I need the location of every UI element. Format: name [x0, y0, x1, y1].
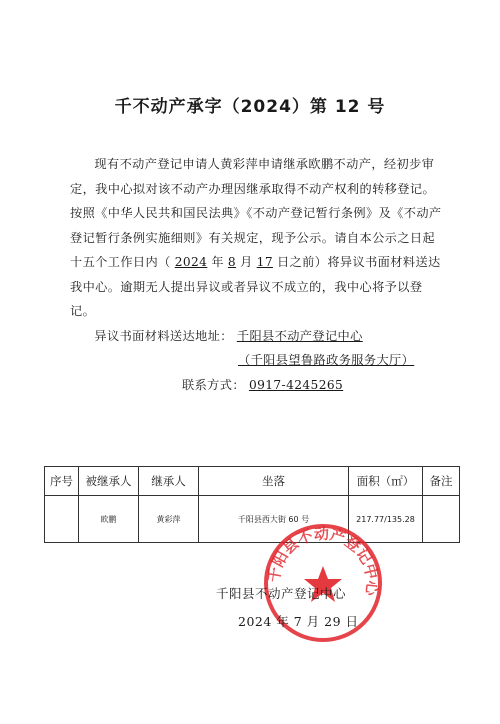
address-line-2 [70, 348, 442, 373]
contact-value: 0917-4245265 [248, 377, 344, 392]
address-value-2: （千阳县望鲁路政务服务大厅） [238, 353, 415, 367]
deadline-day: 17 [256, 255, 273, 269]
notice-text-end: 日之前）将异议书面材料送达我中心。逾期无人提出异议或者异议不成立的，我中心将予以登记。 [70, 255, 441, 318]
address-line [70, 324, 442, 349]
notice-paragraph [70, 152, 442, 324]
cell-area: 217.77/135.28 [349, 496, 423, 543]
table-row [45, 496, 460, 543]
table-header-row [45, 467, 460, 496]
cell-heir: 黄彩萍 [139, 496, 199, 543]
header-heir: 继承人 [139, 467, 199, 496]
address-value: 千阳县不动产登记中心 [236, 328, 363, 343]
issuer-name: 千阳县不动产登记中心 [216, 586, 347, 601]
cell-remarks [423, 496, 460, 543]
year-suffix: 年 [211, 255, 224, 269]
property-table [44, 466, 460, 543]
notice-text: 现有不动产登记申请人黄彩萍申请继承欧鹏不动产，经初步审定，我中心拟对该不动产办理因继承取得不动产权利的转移登记。按照《中华人民共和国民法典》《不动产登记暂行条例》及《不动产登记暂行条例实施细则》有关规定，现予公示。请自本公示之日起十五个工作日内（ [70, 157, 442, 269]
notice-title: 千不动产承字（2024）第 12 号 [114, 97, 386, 117]
month-suffix: 月 [240, 255, 253, 269]
header-area: 面积（㎡） [349, 467, 423, 496]
issue-date: 2024 年 7 月 29 日 [238, 614, 359, 629]
header-location: 坐落 [199, 467, 349, 496]
header-decedent: 被继承人 [79, 467, 139, 496]
deadline-month: 8 [227, 255, 237, 269]
seal-lettering: 千阳县不动产登记中心 [264, 524, 382, 597]
contact-line [70, 373, 442, 398]
header-remarks: 备注 [423, 467, 460, 496]
notice-body [70, 152, 442, 397]
cell-decedent: 欧鹏 [79, 496, 139, 543]
cell-location: 千阳县西大街 60 号 [199, 496, 349, 543]
address-label: 异议书面材料送达地址： [94, 328, 233, 343]
header-index: 序号 [45, 467, 79, 496]
contact-label: 联系方式： [182, 377, 245, 392]
cell-index [45, 496, 79, 543]
deadline-year: 2024 [174, 255, 208, 269]
